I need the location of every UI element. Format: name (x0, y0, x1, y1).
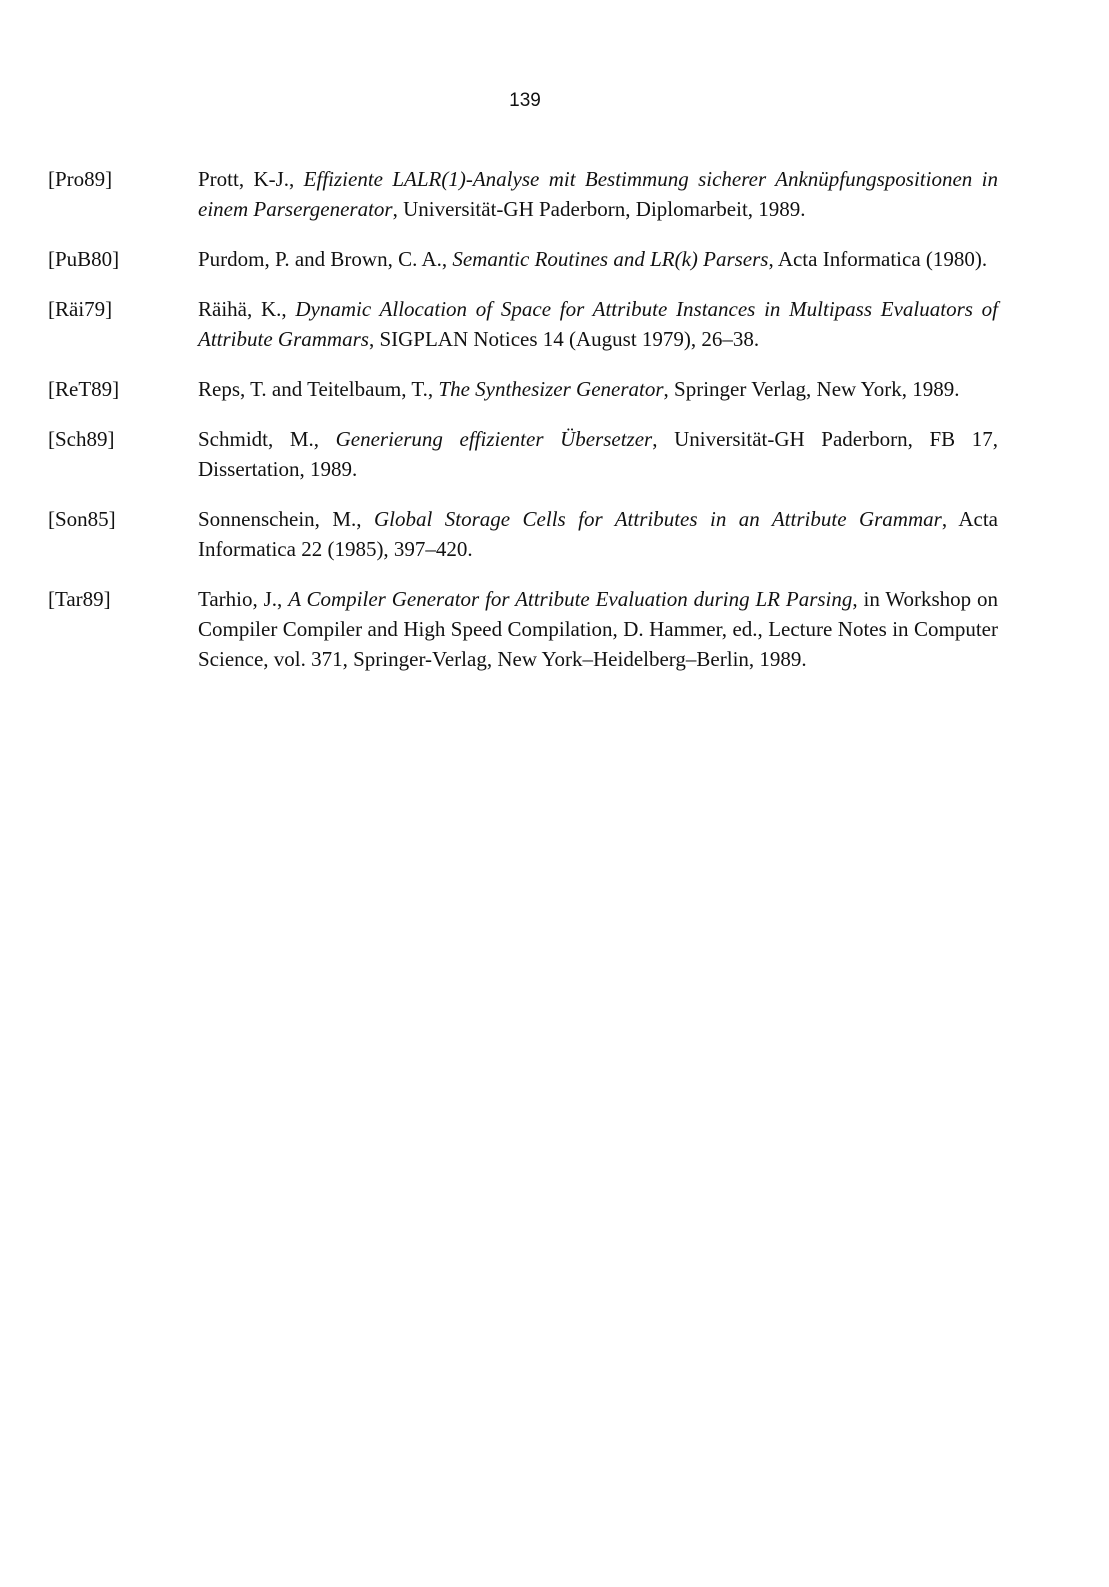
bib-key: [Sch89] (48, 427, 115, 451)
bib-author: Schmidt, M., (198, 427, 336, 451)
bib-author: Prott, K-J., (198, 167, 304, 191)
bib-text (198, 504, 998, 564)
bib-entry-tar89 (48, 584, 1008, 674)
bib-title: A Compiler Generator for Attribute Evaluation during LR Parsing (288, 587, 853, 611)
page-number: 139 (509, 90, 541, 111)
bib-author: Purdom, P. and Brown, C. A., (198, 247, 453, 271)
bib-entry-son85 (48, 504, 1008, 564)
bib-entry-pub80 (48, 244, 1008, 274)
bib-text (198, 294, 998, 354)
bib-title: Semantic Routines and LR(k) Parsers (452, 247, 769, 271)
bib-title: Generierung effizienter Übersetzer (335, 427, 653, 451)
bib-author: Räihä, K., (198, 297, 296, 321)
bib-entry-ret89 (48, 374, 1008, 404)
bib-author: Reps, T. and Teitelbaum, T., (198, 377, 439, 401)
bib-title: Effiziente LALR(1)-Analyse mit Bestimmung sicherer Anknüpfungspositionen in einem Parsergenerator (198, 167, 998, 221)
bib-entry-pro89 (48, 164, 1008, 224)
bib-entry-rai79 (48, 294, 1008, 354)
bib-text (198, 374, 998, 404)
bib-key: [PuB80] (48, 247, 120, 271)
bib-publication: , Universität-GH Paderborn, Diplomarbeit, 1989. (392, 197, 806, 221)
bib-title: The Synthesizer Generator (438, 377, 664, 401)
bib-title: Dynamic Allocation of Space for Attribute Instances in Multipass Evaluators of Attribute Grammars (198, 297, 998, 351)
bib-publication: , in Workshop on Compiler Compiler and High Speed Compilation, D. Hammer, ed., Lecture Notes in Computer Science, vol. 371, Springer-Verlag, New York–Heidelberg–Berlin, 1989. (198, 587, 999, 671)
bib-key: [Tar89] (48, 587, 111, 611)
bib-key: [Son85] (48, 507, 116, 531)
bib-publication: , Acta Informatica (1980). (768, 247, 988, 271)
bib-text (198, 164, 998, 224)
bib-key: [Räi79] (48, 297, 113, 321)
bib-author: Tarhio, J., (198, 587, 289, 611)
bib-author: Sonnenschein, M., (198, 507, 374, 531)
bib-text (198, 244, 998, 274)
bib-publication: , Acta Informatica 22 (1985), 397–420. (198, 507, 998, 561)
bib-text (198, 424, 998, 484)
bibliography-list (48, 164, 1008, 694)
bib-publication: , SIGPLAN Notices 14 (August 1979), 26–38. (368, 327, 760, 351)
bib-text (198, 584, 998, 674)
bib-title: Global Storage Cells for Attributes in an Attribute Grammar (373, 507, 942, 531)
bib-publication: , Springer Verlag, New York, 1989. (663, 377, 960, 401)
bib-entry-sch89 (48, 424, 1008, 484)
bib-key: [Pro89] (48, 167, 113, 191)
bib-key: [ReT89] (48, 377, 120, 401)
bib-publication: , Universität-GH Paderborn, FB 17, Dissertation, 1989. (198, 427, 998, 481)
